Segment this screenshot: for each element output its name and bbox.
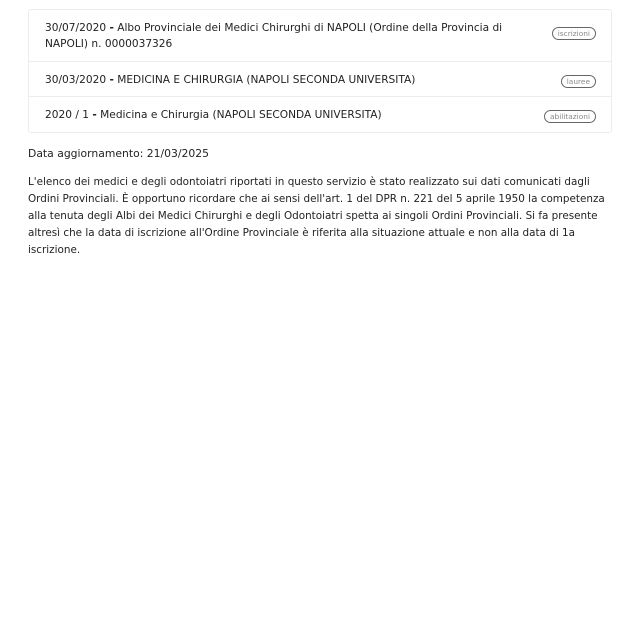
- record-description: Medicina e Chirurgia (NAPOLI SECONDA UNIVERSITA): [100, 109, 382, 121]
- record-date: 2020 / 1: [45, 109, 90, 121]
- update-label: Data aggiornamento:: [28, 147, 144, 160]
- record-separator: -: [109, 22, 114, 34]
- record-text: [45, 20, 543, 52]
- record-description: Albo Provinciale dei Medici Chirurghi di NAPOLI (Ordine della Provincia di NAPOLI) n. 0000037326: [45, 22, 503, 50]
- record-text: [45, 107, 382, 123]
- record-separator: -: [109, 74, 114, 86]
- list-item: [29, 97, 611, 132]
- list-item: [29, 62, 611, 97]
- list-item: [29, 10, 611, 62]
- records-list: [28, 9, 612, 133]
- lauree-badge: lauree: [561, 75, 596, 88]
- disclaimer-text: L'elenco dei medici e degli odontoiatri riportati in questo servizio è stato realizzato sui dati comunicati dagli Ordini Provinciali. È opportuno ricordare che ai sensi dell'art. 1 del DPR n. 221 del 5 aprile 1950 la competenza alla tenuta degli Albi dei Medici Chirurghi e degli Odontoiatri spetta ai singoli Ordini Provinciali. Si fa presente altresì che la data di iscrizione all'Ordine Provinciale è riferita alla situazione attuale e non alla data di 1a iscrizione.: [28, 176, 605, 256]
- record-text: [45, 72, 415, 88]
- abilitazioni-badge: abilitazioni: [544, 110, 596, 123]
- iscrizioni-badge: iscrizioni: [552, 27, 596, 40]
- record-date: 30/07/2020: [45, 22, 107, 34]
- record-separator: -: [92, 109, 97, 121]
- record-date: 30/03/2020: [45, 74, 107, 86]
- update-date-line: [28, 146, 209, 162]
- record-description: MEDICINA E CHIRURGIA (NAPOLI SECONDA UNIVERSITA): [117, 74, 416, 86]
- update-date: 21/03/2025: [146, 147, 210, 160]
